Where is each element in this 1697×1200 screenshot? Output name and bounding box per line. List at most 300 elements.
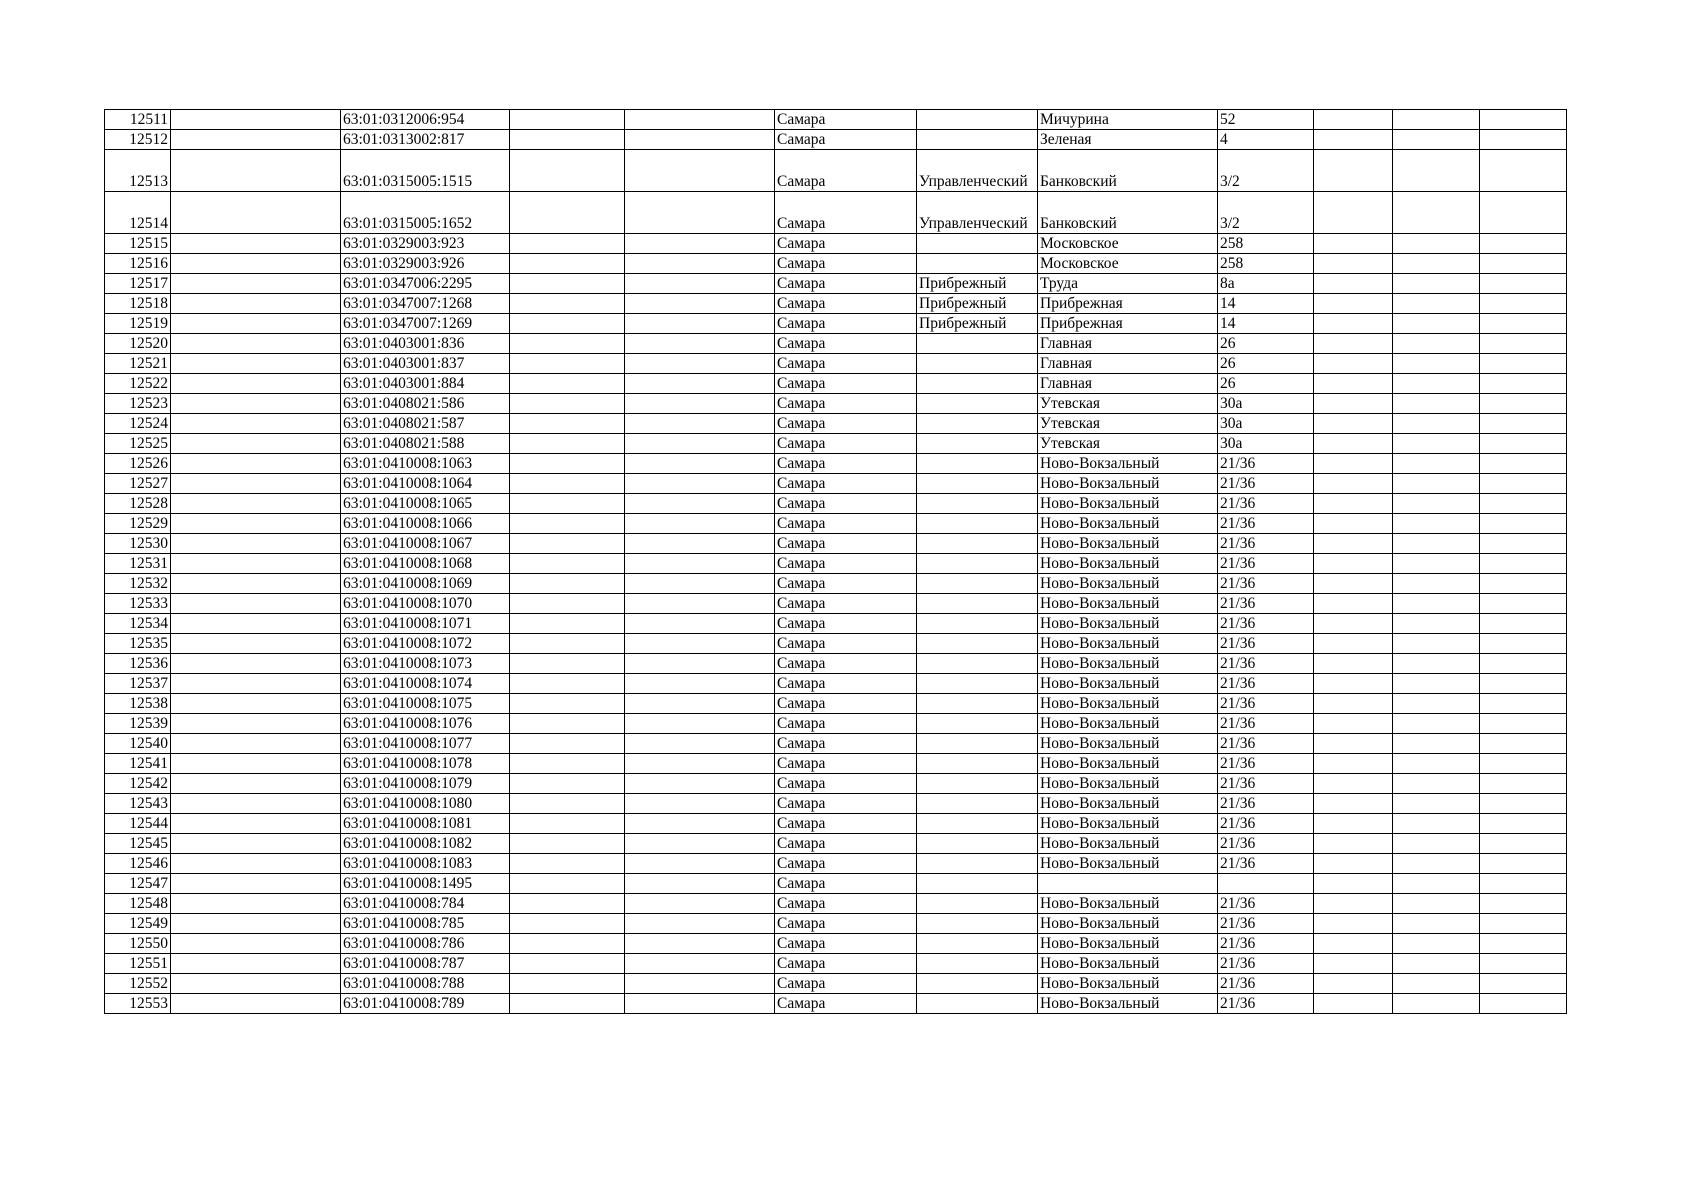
house-cell: 21/36 [1218, 674, 1314, 694]
table-row [105, 474, 1567, 494]
street-cell: Главная [1038, 354, 1218, 374]
empty-cell [1480, 654, 1567, 674]
empty-cell [1480, 394, 1567, 414]
street-cell: Ново-Вокзальный [1038, 834, 1218, 854]
cadastral-number: 63:01:0410008:1077 [341, 734, 510, 754]
empty-cell [1480, 954, 1567, 974]
city-cell: Самара [775, 754, 917, 774]
table-row [105, 254, 1567, 274]
table-row [105, 814, 1567, 834]
street-cell: Ново-Вокзальный [1038, 454, 1218, 474]
house-cell: 21/36 [1218, 974, 1314, 994]
district-cell [917, 110, 1038, 130]
table-row [105, 394, 1567, 414]
row-number: 12533 [105, 594, 171, 614]
city-cell: Самара [775, 914, 917, 934]
empty-cell [1480, 374, 1567, 394]
empty-cell [1314, 454, 1393, 474]
empty-cell [510, 874, 625, 894]
empty-cell [1314, 874, 1393, 894]
empty-cell [510, 714, 625, 734]
empty-cell [1393, 314, 1480, 334]
table-body [105, 110, 1567, 1014]
empty-cell [510, 394, 625, 414]
empty-cell [625, 374, 775, 394]
district-cell [917, 234, 1038, 254]
empty-cell [1393, 674, 1480, 694]
empty-cell [171, 274, 341, 294]
empty-cell [171, 934, 341, 954]
empty-cell [510, 754, 625, 774]
row-number: 12550 [105, 934, 171, 954]
empty-cell [510, 654, 625, 674]
empty-cell [1480, 334, 1567, 354]
table-row [105, 774, 1567, 794]
city-cell: Самара [775, 694, 917, 714]
row-number: 12523 [105, 394, 171, 414]
row-number: 12538 [105, 694, 171, 714]
cadastral-number: 63:01:0408021:587 [341, 414, 510, 434]
table-row [105, 274, 1567, 294]
empty-cell [1314, 614, 1393, 634]
empty-cell [1480, 192, 1567, 234]
district-cell [917, 794, 1038, 814]
cadastral-number: 63:01:0312006:954 [341, 110, 510, 130]
empty-cell [1480, 714, 1567, 734]
house-cell: 8а [1218, 274, 1314, 294]
city-cell: Самара [775, 714, 917, 734]
city-cell: Самара [775, 954, 917, 974]
street-cell: Прибрежная [1038, 314, 1218, 334]
empty-cell [171, 234, 341, 254]
city-cell: Самара [775, 554, 917, 574]
table-row [105, 374, 1567, 394]
empty-cell [625, 854, 775, 874]
empty-cell [625, 150, 775, 192]
city-cell: Самара [775, 734, 917, 754]
empty-cell [171, 734, 341, 754]
house-cell: 21/36 [1218, 514, 1314, 534]
empty-cell [1480, 914, 1567, 934]
empty-cell [1393, 514, 1480, 534]
empty-cell [1393, 334, 1480, 354]
district-cell [917, 494, 1038, 514]
empty-cell [171, 694, 341, 714]
house-cell: 4 [1218, 130, 1314, 150]
empty-cell [1393, 554, 1480, 574]
table-row [105, 354, 1567, 374]
empty-cell [510, 374, 625, 394]
empty-cell [1393, 694, 1480, 714]
city-cell: Самара [775, 234, 917, 254]
empty-cell [510, 130, 625, 150]
row-number: 12514 [105, 192, 171, 234]
street-cell: Ново-Вокзальный [1038, 994, 1218, 1014]
row-number: 12547 [105, 874, 171, 894]
empty-cell [171, 554, 341, 574]
empty-cell [625, 794, 775, 814]
row-number: 12525 [105, 434, 171, 454]
row-number: 12512 [105, 130, 171, 150]
empty-cell [171, 454, 341, 474]
empty-cell [1314, 394, 1393, 414]
city-cell: Самара [775, 994, 917, 1014]
district-cell: Управленческий [917, 150, 1038, 192]
empty-cell [625, 654, 775, 674]
street-cell: Утевская [1038, 394, 1218, 414]
empty-cell [510, 334, 625, 354]
house-cell: 52 [1218, 110, 1314, 130]
city-cell: Самара [775, 974, 917, 994]
empty-cell [1314, 274, 1393, 294]
cadastral-number: 63:01:0410008:1069 [341, 574, 510, 594]
empty-cell [1393, 714, 1480, 734]
empty-cell [625, 394, 775, 414]
empty-cell [1314, 654, 1393, 674]
district-cell [917, 994, 1038, 1014]
cadastral-number: 63:01:0410008:1074 [341, 674, 510, 694]
empty-cell [510, 554, 625, 574]
district-cell [917, 434, 1038, 454]
empty-cell [1480, 130, 1567, 150]
empty-cell [1480, 150, 1567, 192]
empty-cell [1480, 854, 1567, 874]
city-cell: Самара [775, 494, 917, 514]
empty-cell [625, 354, 775, 374]
empty-cell [625, 334, 775, 354]
empty-cell [1314, 594, 1393, 614]
empty-cell [1393, 494, 1480, 514]
empty-cell [1314, 254, 1393, 274]
street-cell: Ново-Вокзальный [1038, 714, 1218, 734]
house-cell: 21/36 [1218, 714, 1314, 734]
empty-cell [1393, 594, 1480, 614]
cadastral-number: 63:01:0410008:1081 [341, 814, 510, 834]
empty-cell [1393, 954, 1480, 974]
district-cell [917, 914, 1038, 934]
street-cell: Ново-Вокзальный [1038, 614, 1218, 634]
empty-cell [1480, 674, 1567, 694]
empty-cell [1393, 192, 1480, 234]
empty-cell [171, 494, 341, 514]
street-cell: Ново-Вокзальный [1038, 894, 1218, 914]
table-row [105, 654, 1567, 674]
table-row [105, 314, 1567, 334]
cadastral-number: 63:01:0410008:1067 [341, 534, 510, 554]
empty-cell [171, 334, 341, 354]
empty-cell [1480, 434, 1567, 454]
cadastral-number: 63:01:0315005:1652 [341, 192, 510, 234]
empty-cell [510, 314, 625, 334]
empty-cell [1480, 694, 1567, 714]
house-cell: 30а [1218, 394, 1314, 414]
table-row [105, 414, 1567, 434]
empty-cell [625, 614, 775, 634]
street-cell: Ново-Вокзальный [1038, 594, 1218, 614]
empty-cell [171, 754, 341, 774]
table-row [105, 574, 1567, 594]
empty-cell [625, 954, 775, 974]
row-number: 12519 [105, 314, 171, 334]
empty-cell [1393, 814, 1480, 834]
empty-cell [171, 314, 341, 334]
city-cell: Самара [775, 874, 917, 894]
empty-cell [1480, 874, 1567, 894]
city-cell: Самара [775, 434, 917, 454]
city-cell: Самара [775, 534, 917, 554]
empty-cell [1314, 374, 1393, 394]
empty-cell [625, 534, 775, 554]
district-cell [917, 574, 1038, 594]
empty-cell [1480, 254, 1567, 274]
empty-cell [510, 834, 625, 854]
empty-cell [510, 594, 625, 614]
district-cell [917, 454, 1038, 474]
empty-cell [1480, 514, 1567, 534]
empty-cell [1314, 130, 1393, 150]
cadastral-number: 63:01:0347007:1269 [341, 314, 510, 334]
cadastral-number: 63:01:0410008:788 [341, 974, 510, 994]
empty-cell [171, 130, 341, 150]
street-cell: Зеленая [1038, 130, 1218, 150]
table-row [105, 234, 1567, 254]
row-number: 12544 [105, 814, 171, 834]
empty-cell [1393, 454, 1480, 474]
empty-cell [171, 574, 341, 594]
house-cell: 21/36 [1218, 774, 1314, 794]
cadastral-number: 63:01:0410008:1495 [341, 874, 510, 894]
table-row [105, 130, 1567, 150]
house-cell: 26 [1218, 374, 1314, 394]
empty-cell [1393, 794, 1480, 814]
empty-cell [1480, 354, 1567, 374]
empty-cell [510, 954, 625, 974]
city-cell: Самара [775, 294, 917, 314]
street-cell: Ново-Вокзальный [1038, 754, 1218, 774]
street-cell: Банковский [1038, 150, 1218, 192]
house-cell [1218, 874, 1314, 894]
city-cell: Самара [775, 414, 917, 434]
empty-cell [1393, 994, 1480, 1014]
table-row [105, 974, 1567, 994]
cadastral-number: 63:01:0410008:1082 [341, 834, 510, 854]
district-cell [917, 774, 1038, 794]
house-cell: 21/36 [1218, 754, 1314, 774]
district-cell [917, 534, 1038, 554]
empty-cell [1314, 334, 1393, 354]
empty-cell [1393, 834, 1480, 854]
empty-cell [510, 674, 625, 694]
row-number: 12520 [105, 334, 171, 354]
empty-cell [171, 394, 341, 414]
empty-cell [1480, 594, 1567, 614]
table-row [105, 294, 1567, 314]
cadastral-number: 63:01:0410008:1071 [341, 614, 510, 634]
row-number: 12527 [105, 474, 171, 494]
empty-cell [1480, 894, 1567, 914]
cadastral-number: 63:01:0347007:1268 [341, 294, 510, 314]
empty-cell [625, 674, 775, 694]
empty-cell [510, 294, 625, 314]
table-row [105, 874, 1567, 894]
cadastral-number: 63:01:0329003:926 [341, 254, 510, 274]
empty-cell [1393, 614, 1480, 634]
empty-cell [510, 434, 625, 454]
street-cell: Главная [1038, 374, 1218, 394]
row-number: 12516 [105, 254, 171, 274]
cadastral-number: 63:01:0315005:1515 [341, 150, 510, 192]
empty-cell [510, 734, 625, 754]
street-cell: Ново-Вокзальный [1038, 854, 1218, 874]
empty-cell [1480, 754, 1567, 774]
empty-cell [625, 634, 775, 654]
empty-cell [171, 594, 341, 614]
empty-cell [1314, 794, 1393, 814]
empty-cell [510, 354, 625, 374]
empty-cell [1393, 294, 1480, 314]
district-cell [917, 894, 1038, 914]
table-row [105, 514, 1567, 534]
house-cell: 21/36 [1218, 934, 1314, 954]
city-cell: Самара [775, 150, 917, 192]
empty-cell [510, 854, 625, 874]
district-cell [917, 554, 1038, 574]
empty-cell [625, 234, 775, 254]
street-cell: Ново-Вокзальный [1038, 974, 1218, 994]
empty-cell [510, 694, 625, 714]
city-cell: Самара [775, 374, 917, 394]
empty-cell [171, 874, 341, 894]
empty-cell [625, 254, 775, 274]
empty-cell [171, 894, 341, 914]
empty-cell [510, 110, 625, 130]
empty-cell [1393, 354, 1480, 374]
empty-cell [1393, 654, 1480, 674]
street-cell: Ново-Вокзальный [1038, 694, 1218, 714]
row-number: 12549 [105, 914, 171, 934]
table-row [105, 494, 1567, 514]
street-cell: Ново-Вокзальный [1038, 534, 1218, 554]
empty-cell [1480, 934, 1567, 954]
table-row [105, 934, 1567, 954]
empty-cell [171, 914, 341, 934]
empty-cell [510, 192, 625, 234]
cadastral-number: 63:01:0410008:787 [341, 954, 510, 974]
empty-cell [625, 130, 775, 150]
cadastral-number: 63:01:0408021:588 [341, 434, 510, 454]
house-cell: 21/36 [1218, 854, 1314, 874]
empty-cell [625, 274, 775, 294]
house-cell: 21/36 [1218, 954, 1314, 974]
house-cell: 30а [1218, 414, 1314, 434]
empty-cell [171, 974, 341, 994]
empty-cell [1314, 774, 1393, 794]
house-cell: 21/36 [1218, 894, 1314, 914]
empty-cell [625, 314, 775, 334]
cadastral-number: 63:01:0410008:1070 [341, 594, 510, 614]
row-number: 12522 [105, 374, 171, 394]
empty-cell [171, 674, 341, 694]
empty-cell [171, 774, 341, 794]
cadastral-number: 63:01:0403001:837 [341, 354, 510, 374]
table-row [105, 714, 1567, 734]
table-row [105, 634, 1567, 654]
district-cell [917, 834, 1038, 854]
district-cell: Прибрежный [917, 294, 1038, 314]
row-number: 12511 [105, 110, 171, 130]
house-cell: 14 [1218, 314, 1314, 334]
empty-cell [625, 192, 775, 234]
city-cell: Самара [775, 474, 917, 494]
empty-cell [1393, 774, 1480, 794]
row-number: 12543 [105, 794, 171, 814]
house-cell: 21/36 [1218, 994, 1314, 1014]
table-row [105, 192, 1567, 234]
table-row [105, 734, 1567, 754]
empty-cell [1480, 454, 1567, 474]
cadastral-number: 63:01:0410008:1065 [341, 494, 510, 514]
cadastral-number: 63:01:0410008:1072 [341, 634, 510, 654]
house-cell: 258 [1218, 254, 1314, 274]
empty-cell [171, 954, 341, 974]
table-row [105, 110, 1567, 130]
row-number: 12518 [105, 294, 171, 314]
empty-cell [1480, 734, 1567, 754]
district-cell [917, 474, 1038, 494]
empty-cell [1314, 414, 1393, 434]
street-cell: Ново-Вокзальный [1038, 634, 1218, 654]
empty-cell [1314, 994, 1393, 1014]
city-cell: Самара [775, 574, 917, 594]
district-cell [917, 694, 1038, 714]
empty-cell [1314, 534, 1393, 554]
row-number: 12541 [105, 754, 171, 774]
cadastral-number: 63:01:0410008:785 [341, 914, 510, 934]
empty-cell [1480, 794, 1567, 814]
row-number: 12531 [105, 554, 171, 574]
empty-cell [1480, 574, 1567, 594]
city-cell: Самара [775, 394, 917, 414]
cadastral-number: 63:01:0410008:1080 [341, 794, 510, 814]
empty-cell [625, 774, 775, 794]
street-cell: Ново-Вокзальный [1038, 794, 1218, 814]
district-cell [917, 514, 1038, 534]
empty-cell [1314, 574, 1393, 594]
street-cell: Ново-Вокзальный [1038, 914, 1218, 934]
empty-cell [1393, 934, 1480, 954]
district-cell [917, 734, 1038, 754]
empty-cell [510, 494, 625, 514]
empty-cell [1314, 714, 1393, 734]
district-cell [917, 874, 1038, 894]
row-number: 12524 [105, 414, 171, 434]
empty-cell [625, 814, 775, 834]
table-row [105, 954, 1567, 974]
house-cell: 21/36 [1218, 454, 1314, 474]
empty-cell [171, 534, 341, 554]
empty-cell [625, 454, 775, 474]
empty-cell [171, 654, 341, 674]
empty-cell [1314, 954, 1393, 974]
empty-cell [510, 414, 625, 434]
street-cell: Ново-Вокзальный [1038, 954, 1218, 974]
empty-cell [510, 994, 625, 1014]
street-cell: Труда [1038, 274, 1218, 294]
empty-cell [1393, 634, 1480, 654]
street-cell: Ново-Вокзальный [1038, 674, 1218, 694]
district-cell [917, 974, 1038, 994]
city-cell: Самара [775, 314, 917, 334]
